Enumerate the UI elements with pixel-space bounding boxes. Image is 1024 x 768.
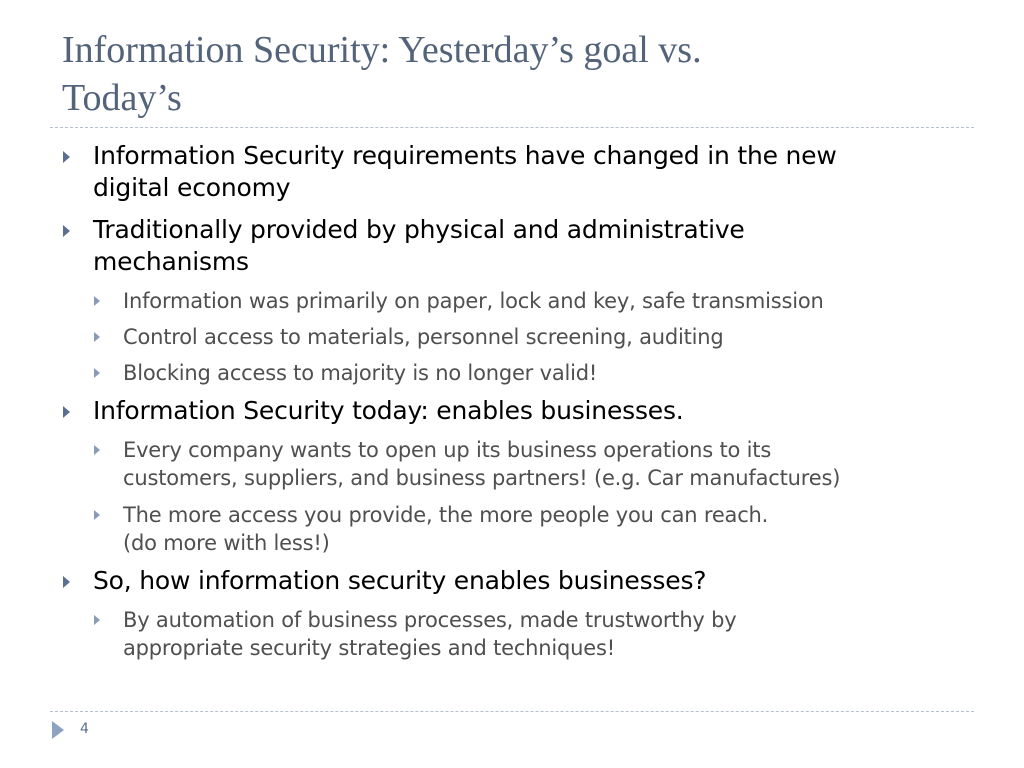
bullet-arrow-icon xyxy=(63,225,70,237)
sub-bullet-arrow-icon xyxy=(94,332,100,342)
sub-bullet-arrow-icon xyxy=(94,510,100,520)
sub-bullet-text-line: (do more with less!) xyxy=(123,531,330,555)
sub-bullet-text-line: The more access you provide, the more people you can reach. xyxy=(123,503,769,527)
bullet-text-line: Information Security requirements have changed in the new xyxy=(93,141,837,170)
sub-bullet-text xyxy=(123,606,953,662)
sub-bullet-text-line: customers, suppliers, and business partners! (e.g. Car manufactures) xyxy=(123,466,841,490)
sub-bullet-text-line: appropriate security strategies and techniques! xyxy=(123,636,615,660)
sub-bullet-text-line: Control access to materials, personnel screening, auditing xyxy=(123,325,724,349)
bullet-text-line: mechanisms xyxy=(93,247,249,276)
bullet-text xyxy=(93,565,953,597)
bullet-arrow-icon xyxy=(63,576,70,588)
slide-title xyxy=(62,26,962,122)
sub-bullet-text-line: Every company wants to open up its business operations to its xyxy=(123,438,772,462)
sub-bullet-text xyxy=(123,287,953,315)
sub-bullet-text xyxy=(123,436,953,492)
sub-bullet-text xyxy=(123,323,953,351)
bullet-text-line: Traditionally provided by physical and administrative xyxy=(93,215,745,244)
sub-bullet-arrow-icon xyxy=(94,368,100,378)
footer-divider xyxy=(50,711,974,712)
sub-bullet-text-line: Blocking access to majority is no longer valid! xyxy=(123,361,598,385)
bullet-text xyxy=(93,395,953,427)
sub-bullet-text xyxy=(123,501,953,557)
sub-bullet-arrow-icon xyxy=(94,615,100,625)
page-number: 4 xyxy=(80,721,89,737)
bullet-text xyxy=(93,140,953,204)
title-divider xyxy=(50,127,974,128)
bullet-arrow-icon xyxy=(63,406,70,418)
bullet-text-line: Information Security today: enables businesses. xyxy=(93,396,684,425)
sub-bullet-arrow-icon xyxy=(94,296,100,306)
slide-title-line: Information Security: Yesterday’s goal vs. xyxy=(62,29,702,71)
sub-bullet-text-line: By automation of business processes, made trustworthy by xyxy=(123,608,737,632)
slide-title-line: Today’s xyxy=(62,77,182,119)
bullet-text xyxy=(93,214,953,278)
sub-bullet-text xyxy=(123,359,953,387)
sub-bullet-text-line: Information was primarily on paper, lock and key, safe transmission xyxy=(123,289,824,313)
footer-arrow-icon xyxy=(52,721,64,739)
sub-bullet-arrow-icon xyxy=(94,445,100,455)
bullet-text-line: digital economy xyxy=(93,173,291,202)
bullet-text-line: So, how information security enables businesses? xyxy=(93,566,707,595)
bullet-arrow-icon xyxy=(63,151,70,163)
